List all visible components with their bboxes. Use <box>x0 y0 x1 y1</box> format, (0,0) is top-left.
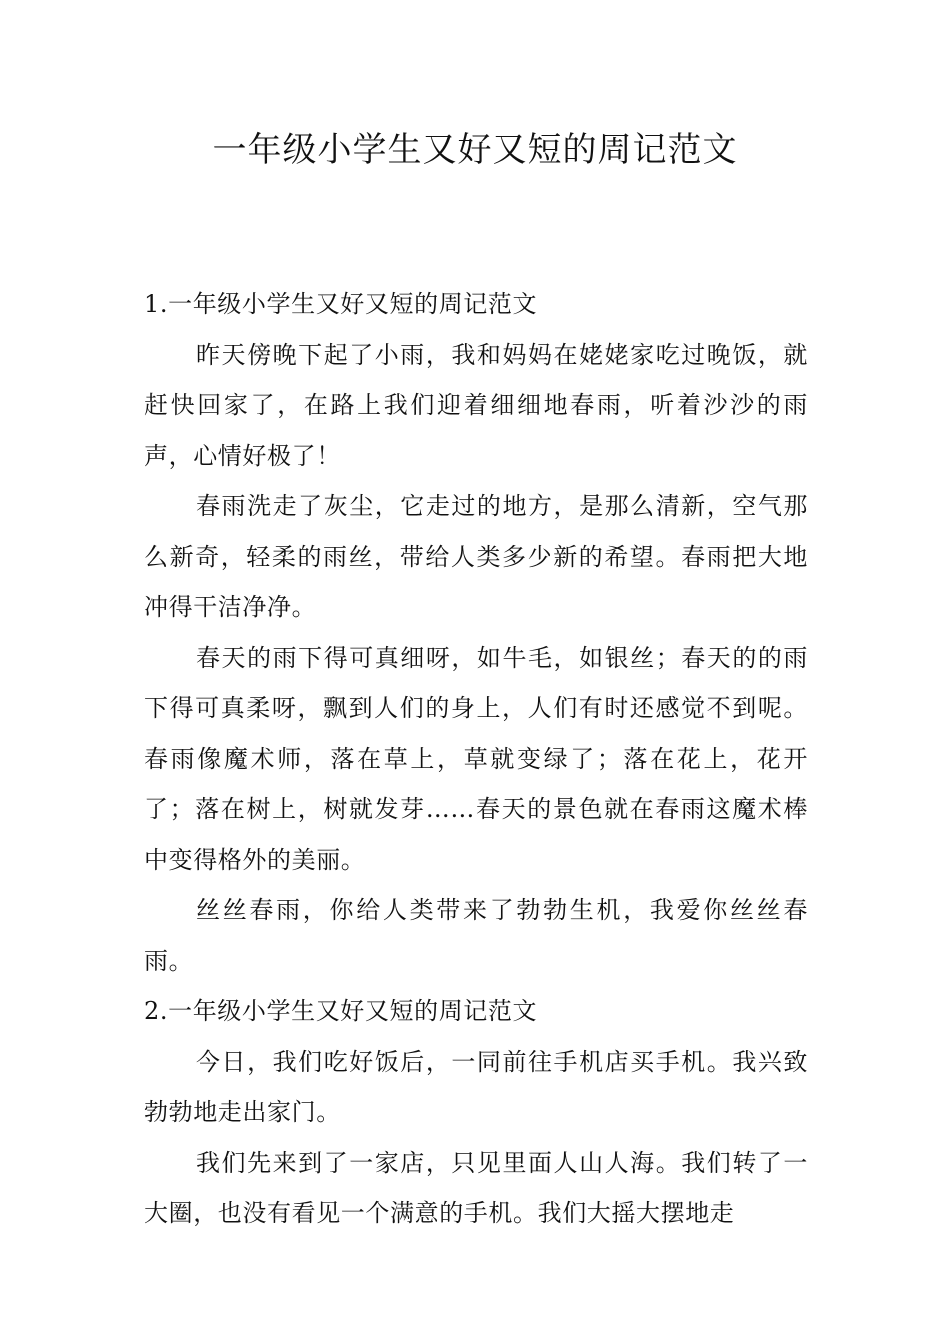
document-title: 一年级小学生又好又短的周记范文 <box>212 130 738 170</box>
paragraph: 春天的雨下得可真细呀，如牛毛，如银丝；春天的的雨下得可真柔呀，飘到人们的身上，人们有时还感觉不到呢。春雨像魔术师，落在草上，草就变绿了；落在花上，花开了；落在树上，树就发芽……春天的景色就在春雨这魔术棒中变得格外的美丽。 <box>144 643 808 874</box>
paragraph: 丝丝春雨，你给人类带来了勃勃生机，我爱你丝丝春雨。 <box>144 896 808 975</box>
paragraph: 昨天傍晚下起了小雨，我和妈妈在姥姥家吃过晚饭，就赶快回家了，在路上我们迎着细细地春雨，听着沙沙的雨声，心情好极了！ <box>144 340 808 470</box>
paragraph: 今日，我们吃好饭后，一同前往手机店买手机。我兴致勃勃地走出家门。 <box>144 1047 808 1126</box>
section-heading-2: 2.一年级小学生又好又短的周记范文 <box>144 997 538 1025</box>
section-heading-1: 1.一年级小学生又好又短的周记范文 <box>144 290 538 318</box>
paragraph: 春雨洗走了灰尘，它走过的地方，是那么清新，空气那么新奇，轻柔的雨丝，带给人类多少新的希望。春雨把大地冲得干洁净净。 <box>144 492 808 621</box>
document-body <box>144 279 808 1239</box>
paragraph: 我们先来到了一家店，只见里面人山人海。我们转了一大圈，也没有看见一个满意的手机。我们大摇大摆地走 <box>144 1148 808 1227</box>
